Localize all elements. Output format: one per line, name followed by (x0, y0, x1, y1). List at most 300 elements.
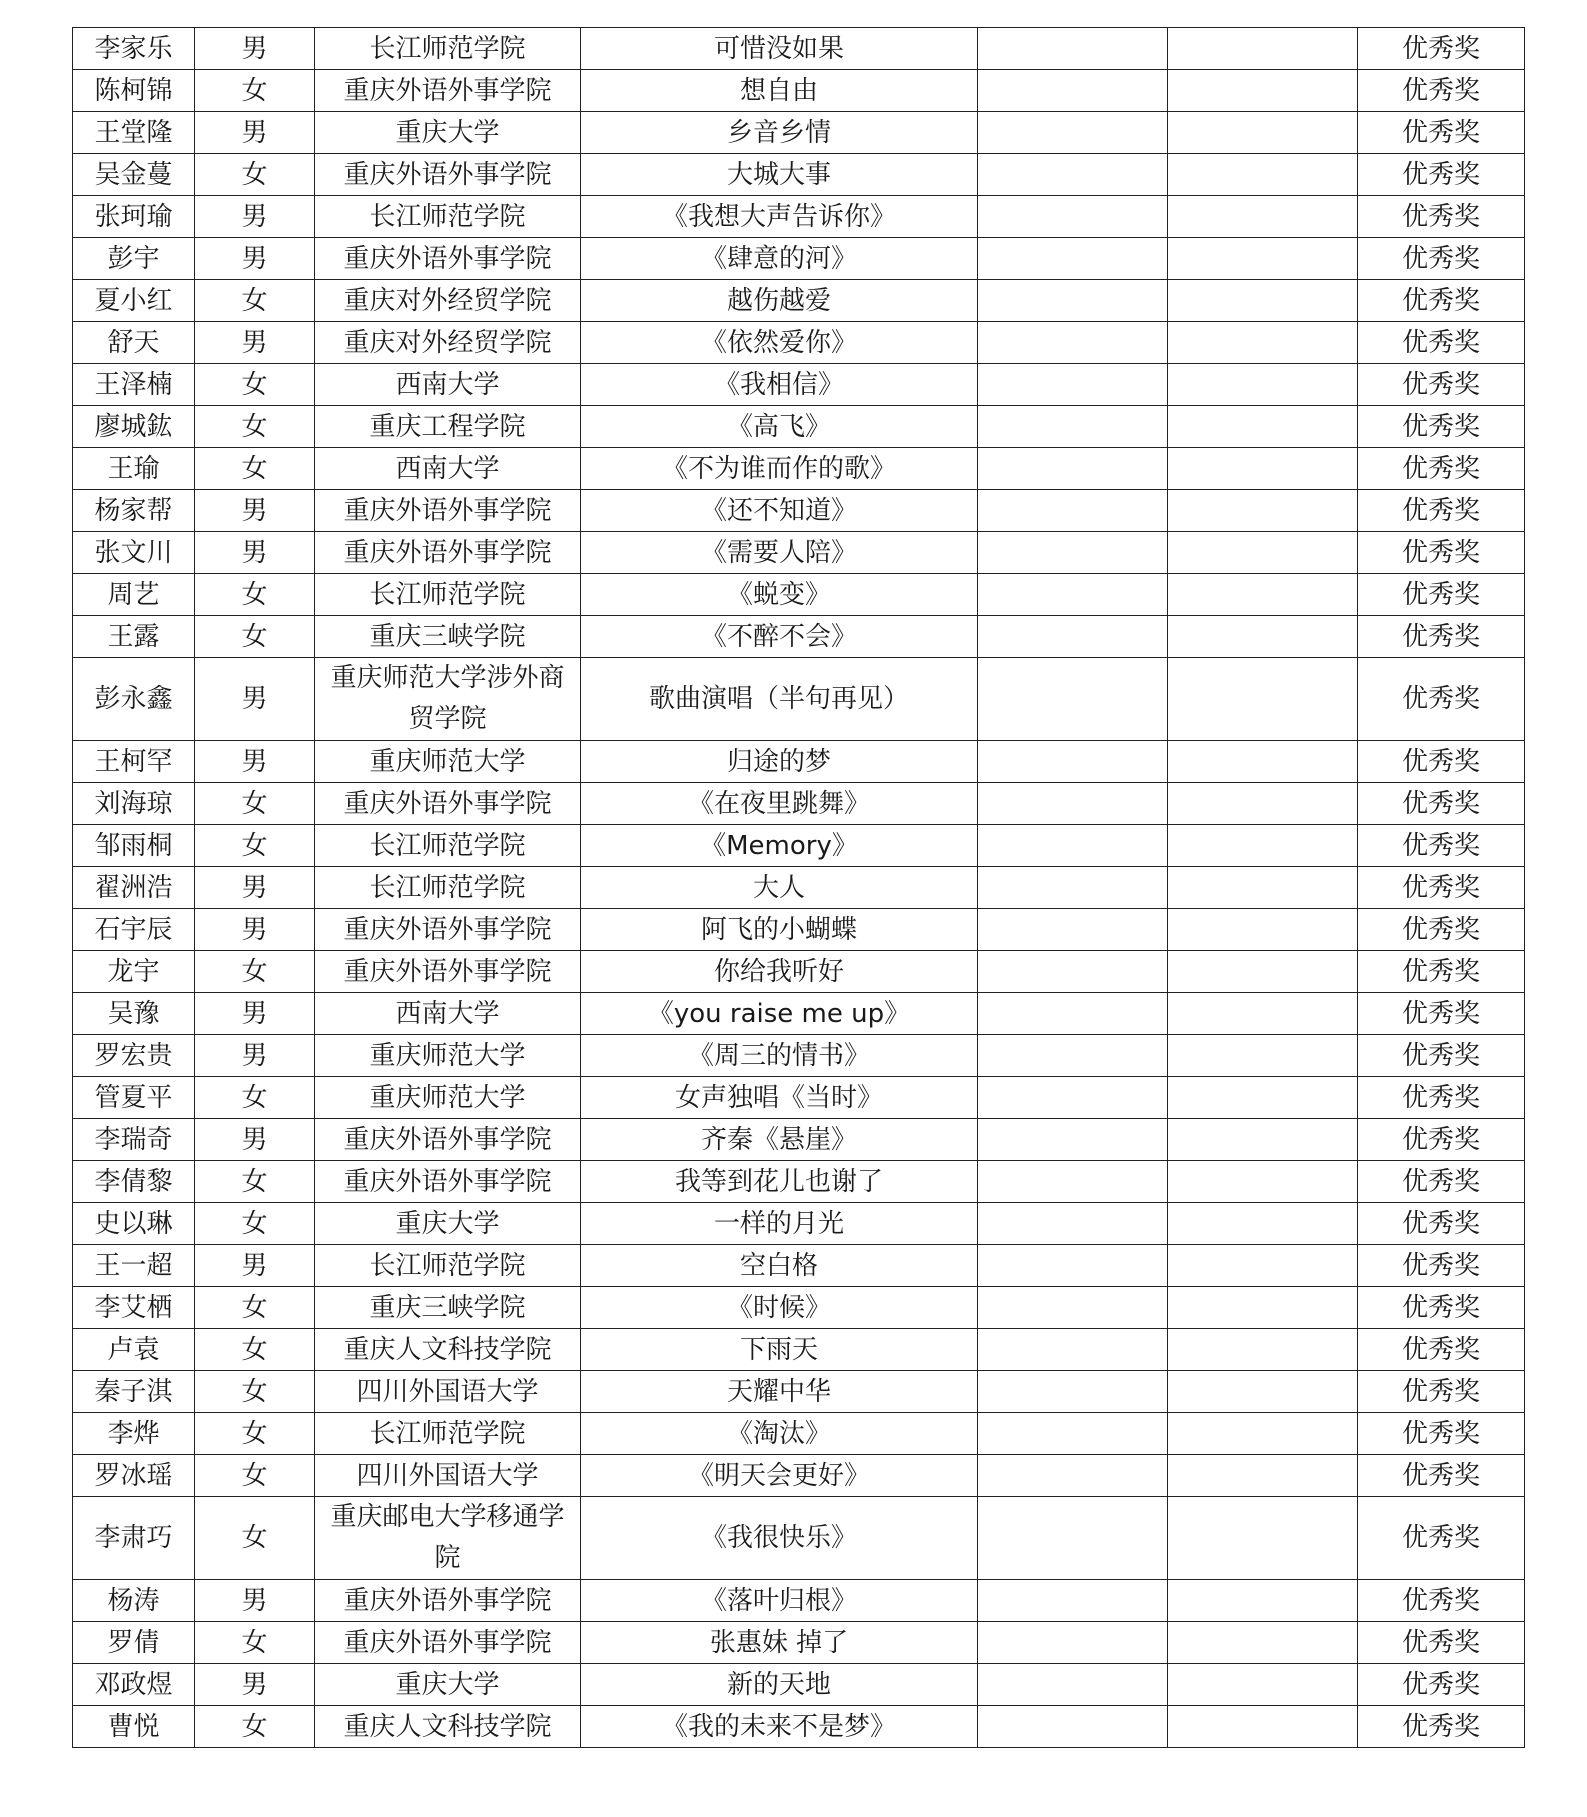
blank-cell (978, 783, 1168, 825)
school-cell: 长江师范学院 (315, 574, 581, 616)
school-cell: 西南大学 (315, 448, 581, 490)
school-cell: 长江师范学院 (315, 196, 581, 238)
blank-cell (1168, 364, 1358, 406)
blank-cell (978, 490, 1168, 532)
program-cell: 《蜕变》 (581, 574, 978, 616)
table-body (73, 28, 1525, 1748)
blank-cell (1168, 406, 1358, 448)
blank-cell (978, 616, 1168, 658)
blank-cell (978, 280, 1168, 322)
gender-cell: 男 (195, 28, 315, 70)
table-row (73, 1413, 1525, 1455)
table-row (73, 406, 1525, 448)
table-row (73, 658, 1525, 741)
gender-cell: 男 (195, 909, 315, 951)
table-row (73, 112, 1525, 154)
program-cell: 《不醉不会》 (581, 616, 978, 658)
table-row (73, 867, 1525, 909)
program-cell: 《在夜里跳舞》 (581, 783, 978, 825)
table-row (73, 1455, 1525, 1497)
school-cell: 重庆外语外事学院 (315, 532, 581, 574)
name-cell: 李肃巧 (73, 1497, 195, 1580)
program-cell: 齐秦《悬崖》 (581, 1119, 978, 1161)
school-cell: 重庆对外经贸学院 (315, 280, 581, 322)
gender-cell: 女 (195, 825, 315, 867)
program-cell: 《我相信》 (581, 364, 978, 406)
award-cell: 优秀奖 (1358, 1413, 1525, 1455)
award-cell: 优秀奖 (1358, 238, 1525, 280)
blank-cell (1168, 1413, 1358, 1455)
award-cell: 优秀奖 (1358, 1287, 1525, 1329)
blank-cell (978, 28, 1168, 70)
gender-cell: 女 (195, 616, 315, 658)
name-cell: 卢袁 (73, 1329, 195, 1371)
school-cell: 重庆外语外事学院 (315, 783, 581, 825)
award-cell: 优秀奖 (1358, 322, 1525, 364)
award-cell: 优秀奖 (1358, 783, 1525, 825)
school-cell: 重庆工程学院 (315, 406, 581, 448)
award-cell: 优秀奖 (1358, 1161, 1525, 1203)
school-cell: 长江师范学院 (315, 1413, 581, 1455)
award-cell: 优秀奖 (1358, 1245, 1525, 1287)
blank-cell (978, 1119, 1168, 1161)
program-cell: 下雨天 (581, 1329, 978, 1371)
award-cell: 优秀奖 (1358, 1329, 1525, 1371)
program-cell: 阿飞的小蝴蝶 (581, 909, 978, 951)
name-cell: 邹雨桐 (73, 825, 195, 867)
award-cell: 优秀奖 (1358, 951, 1525, 993)
blank-cell (978, 448, 1168, 490)
school-cell: 重庆人文科技学院 (315, 1329, 581, 1371)
name-cell: 彭宇 (73, 238, 195, 280)
gender-cell: 男 (195, 867, 315, 909)
blank-cell (1168, 1371, 1358, 1413)
program-cell: 《肆意的河》 (581, 238, 978, 280)
school-cell: 重庆三峡学院 (315, 616, 581, 658)
table-row (73, 1706, 1525, 1748)
award-cell: 优秀奖 (1358, 70, 1525, 112)
blank-cell (1168, 1161, 1358, 1203)
blank-cell (1168, 28, 1358, 70)
school-cell: 长江师范学院 (315, 28, 581, 70)
blank-cell (1168, 1329, 1358, 1371)
table-row (73, 1497, 1525, 1580)
blank-cell (978, 238, 1168, 280)
award-cell: 优秀奖 (1358, 1119, 1525, 1161)
award-cell: 优秀奖 (1358, 280, 1525, 322)
table-row (73, 1622, 1525, 1664)
blank-cell (978, 574, 1168, 616)
name-cell: 张珂瑜 (73, 196, 195, 238)
award-cell: 优秀奖 (1358, 364, 1525, 406)
blank-cell (978, 1077, 1168, 1119)
school-cell: 四川外国语大学 (315, 1371, 581, 1413)
gender-cell: 女 (195, 1497, 315, 1580)
blank-cell (1168, 448, 1358, 490)
name-cell: 翟洲浩 (73, 867, 195, 909)
gender-cell: 女 (195, 951, 315, 993)
table-row (73, 1664, 1525, 1706)
blank-cell (978, 112, 1168, 154)
table-row (73, 1161, 1525, 1203)
gender-cell: 女 (195, 406, 315, 448)
gender-cell: 女 (195, 364, 315, 406)
gender-cell: 男 (195, 322, 315, 364)
program-cell: 一样的月光 (581, 1203, 978, 1245)
program-cell: 女声独唱《当时》 (581, 1077, 978, 1119)
gender-cell: 女 (195, 70, 315, 112)
table-row (73, 1077, 1525, 1119)
blank-cell (978, 1245, 1168, 1287)
name-cell: 李瑞奇 (73, 1119, 195, 1161)
table-row (73, 1329, 1525, 1371)
school-cell: 重庆师范大学 (315, 741, 581, 783)
award-cell: 优秀奖 (1358, 1371, 1525, 1413)
blank-cell (978, 1706, 1168, 1748)
award-cell: 优秀奖 (1358, 1455, 1525, 1497)
program-cell: 《还不知道》 (581, 490, 978, 532)
gender-cell: 男 (195, 196, 315, 238)
school-cell: 重庆外语外事学院 (315, 490, 581, 532)
table-row (73, 196, 1525, 238)
blank-cell (1168, 1203, 1358, 1245)
blank-cell (978, 1287, 1168, 1329)
award-cell: 优秀奖 (1358, 112, 1525, 154)
table-row (73, 322, 1525, 364)
blank-cell (978, 951, 1168, 993)
blank-cell (978, 1664, 1168, 1706)
program-cell: 《Memory》 (581, 825, 978, 867)
gender-cell: 女 (195, 1706, 315, 1748)
name-cell: 王露 (73, 616, 195, 658)
gender-cell: 女 (195, 783, 315, 825)
blank-cell (978, 532, 1168, 574)
program-cell: 大城大事 (581, 154, 978, 196)
blank-cell (978, 364, 1168, 406)
blank-cell (978, 1413, 1168, 1455)
name-cell: 罗倩 (73, 1622, 195, 1664)
program-cell: 想自由 (581, 70, 978, 112)
school-cell: 重庆外语外事学院 (315, 1161, 581, 1203)
award-cell: 优秀奖 (1358, 574, 1525, 616)
blank-cell (978, 658, 1168, 741)
award-cell: 优秀奖 (1358, 825, 1525, 867)
blank-cell (978, 909, 1168, 951)
blank-cell (978, 154, 1168, 196)
award-cell: 优秀奖 (1358, 1035, 1525, 1077)
blank-cell (978, 1329, 1168, 1371)
program-cell: 张惠妹 掉了 (581, 1622, 978, 1664)
award-cell: 优秀奖 (1358, 28, 1525, 70)
table-row (73, 1119, 1525, 1161)
award-cell: 优秀奖 (1358, 154, 1525, 196)
table-row (73, 825, 1525, 867)
name-cell: 王堂隆 (73, 112, 195, 154)
award-cell: 优秀奖 (1358, 616, 1525, 658)
table-row (73, 951, 1525, 993)
program-cell: 《落叶归根》 (581, 1580, 978, 1622)
blank-cell (978, 741, 1168, 783)
table-row (73, 1371, 1525, 1413)
name-cell: 龙宇 (73, 951, 195, 993)
blank-cell (978, 406, 1168, 448)
gender-cell: 男 (195, 532, 315, 574)
award-cell: 优秀奖 (1358, 1077, 1525, 1119)
table-row (73, 1245, 1525, 1287)
table-row (73, 574, 1525, 616)
table-row (73, 490, 1525, 532)
name-cell: 秦子淇 (73, 1371, 195, 1413)
blank-cell (1168, 490, 1358, 532)
table-row (73, 741, 1525, 783)
blank-cell (1168, 1287, 1358, 1329)
blank-cell (1168, 1580, 1358, 1622)
table-row (73, 993, 1525, 1035)
gender-cell: 男 (195, 1119, 315, 1161)
blank-cell (1168, 322, 1358, 364)
blank-cell (978, 1371, 1168, 1413)
gender-cell: 女 (195, 1455, 315, 1497)
name-cell: 张文川 (73, 532, 195, 574)
award-cell: 优秀奖 (1358, 1664, 1525, 1706)
school-cell: 重庆师范大学 (315, 1077, 581, 1119)
name-cell: 邓政煜 (73, 1664, 195, 1706)
program-cell: 乡音乡情 (581, 112, 978, 154)
name-cell: 王柯罕 (73, 741, 195, 783)
blank-cell (1168, 154, 1358, 196)
table-row (73, 909, 1525, 951)
name-cell: 王瑜 (73, 448, 195, 490)
program-cell: 《you raise me up》 (581, 993, 978, 1035)
award-cell: 优秀奖 (1358, 448, 1525, 490)
gender-cell: 女 (195, 1622, 315, 1664)
blank-cell (1168, 1077, 1358, 1119)
program-cell: 《依然爱你》 (581, 322, 978, 364)
blank-cell (1168, 532, 1358, 574)
name-cell: 杨涛 (73, 1580, 195, 1622)
blank-cell (1168, 1706, 1358, 1748)
award-cell: 优秀奖 (1358, 1706, 1525, 1748)
award-cell: 优秀奖 (1358, 1622, 1525, 1664)
award-cell: 优秀奖 (1358, 1203, 1525, 1245)
program-cell: 《周三的情书》 (581, 1035, 978, 1077)
blank-cell (978, 1580, 1168, 1622)
award-cell: 优秀奖 (1358, 406, 1525, 448)
blank-cell (1168, 951, 1358, 993)
table-row (73, 280, 1525, 322)
name-cell: 曹悦 (73, 1706, 195, 1748)
gender-cell: 女 (195, 448, 315, 490)
name-cell: 李家乐 (73, 28, 195, 70)
award-list-table (72, 27, 1525, 1748)
blank-cell (978, 825, 1168, 867)
gender-cell: 男 (195, 1664, 315, 1706)
gender-cell: 男 (195, 1580, 315, 1622)
gender-cell: 女 (195, 1371, 315, 1413)
gender-cell: 男 (195, 238, 315, 280)
name-cell: 周艺 (73, 574, 195, 616)
blank-cell (1168, 574, 1358, 616)
school-cell: 重庆师范大学 (315, 1035, 581, 1077)
gender-cell: 女 (195, 1287, 315, 1329)
program-cell: 《我很快乐》 (581, 1497, 978, 1580)
blank-cell (1168, 1455, 1358, 1497)
blank-cell (1168, 1119, 1358, 1161)
name-cell: 管夏平 (73, 1077, 195, 1119)
table-row (73, 238, 1525, 280)
name-cell: 李倩黎 (73, 1161, 195, 1203)
blank-cell (978, 867, 1168, 909)
table-row (73, 1580, 1525, 1622)
school-cell: 重庆外语外事学院 (315, 154, 581, 196)
name-cell: 李烨 (73, 1413, 195, 1455)
table-row (73, 70, 1525, 112)
school-cell: 重庆大学 (315, 1664, 581, 1706)
award-cell: 优秀奖 (1358, 1497, 1525, 1580)
blank-cell (978, 1161, 1168, 1203)
name-cell: 石宇辰 (73, 909, 195, 951)
name-cell: 彭永鑫 (73, 658, 195, 741)
blank-cell (1168, 993, 1358, 1035)
blank-cell (978, 1622, 1168, 1664)
blank-cell (1168, 783, 1358, 825)
blank-cell (1168, 1664, 1358, 1706)
program-cell: 天耀中华 (581, 1371, 978, 1413)
gender-cell: 女 (195, 1413, 315, 1455)
award-cell: 优秀奖 (1358, 867, 1525, 909)
blank-cell (978, 1455, 1168, 1497)
program-cell: 《明天会更好》 (581, 1455, 978, 1497)
school-cell: 重庆大学 (315, 1203, 581, 1245)
table-row (73, 448, 1525, 490)
program-cell: 大人 (581, 867, 978, 909)
table-row (73, 1287, 1525, 1329)
gender-cell: 男 (195, 741, 315, 783)
school-cell: 长江师范学院 (315, 867, 581, 909)
name-cell: 廖城鈜 (73, 406, 195, 448)
blank-cell (1168, 1245, 1358, 1287)
school-cell: 重庆师范大学涉外商贸学院 (315, 658, 581, 741)
award-cell: 优秀奖 (1358, 993, 1525, 1035)
table-row (73, 1203, 1525, 1245)
blank-cell (1168, 238, 1358, 280)
program-cell: 空白格 (581, 1245, 978, 1287)
program-cell: 《高飞》 (581, 406, 978, 448)
name-cell: 王一超 (73, 1245, 195, 1287)
program-cell: 你给我听好 (581, 951, 978, 993)
school-cell: 四川外国语大学 (315, 1455, 581, 1497)
gender-cell: 女 (195, 574, 315, 616)
name-cell: 陈柯锦 (73, 70, 195, 112)
name-cell: 吴金蔓 (73, 154, 195, 196)
blank-cell (1168, 1035, 1358, 1077)
blank-cell (978, 1497, 1168, 1580)
blank-cell (1168, 867, 1358, 909)
school-cell: 重庆三峡学院 (315, 1287, 581, 1329)
gender-cell: 男 (195, 993, 315, 1035)
program-cell: 《不为谁而作的歌》 (581, 448, 978, 490)
table-row (73, 28, 1525, 70)
school-cell: 重庆大学 (315, 112, 581, 154)
name-cell: 吴豫 (73, 993, 195, 1035)
program-cell: 《需要人陪》 (581, 532, 978, 574)
blank-cell (1168, 658, 1358, 741)
name-cell: 王泽楠 (73, 364, 195, 406)
award-cell: 优秀奖 (1358, 741, 1525, 783)
blank-cell (1168, 825, 1358, 867)
gender-cell: 女 (195, 1077, 315, 1119)
table-row (73, 1035, 1525, 1077)
blank-cell (978, 196, 1168, 238)
award-cell: 优秀奖 (1358, 532, 1525, 574)
school-cell: 重庆外语外事学院 (315, 909, 581, 951)
blank-cell (1168, 1497, 1358, 1580)
award-cell: 优秀奖 (1358, 909, 1525, 951)
school-cell: 重庆外语外事学院 (315, 1119, 581, 1161)
gender-cell: 女 (195, 154, 315, 196)
table-row (73, 154, 1525, 196)
program-cell: 我等到花儿也谢了 (581, 1161, 978, 1203)
name-cell: 杨家帮 (73, 490, 195, 532)
school-cell: 重庆外语外事学院 (315, 70, 581, 112)
blank-cell (978, 322, 1168, 364)
blank-cell (1168, 112, 1358, 154)
gender-cell: 男 (195, 658, 315, 741)
blank-cell (1168, 741, 1358, 783)
award-cell: 优秀奖 (1358, 490, 1525, 532)
table-row (73, 616, 1525, 658)
name-cell: 舒天 (73, 322, 195, 364)
program-cell: 《时候》 (581, 1287, 978, 1329)
school-cell: 长江师范学院 (315, 825, 581, 867)
blank-cell (1168, 1622, 1358, 1664)
name-cell: 罗冰瑶 (73, 1455, 195, 1497)
blank-cell (1168, 70, 1358, 112)
school-cell: 重庆人文科技学院 (315, 1706, 581, 1748)
blank-cell (1168, 196, 1358, 238)
blank-cell (978, 70, 1168, 112)
gender-cell: 女 (195, 1329, 315, 1371)
gender-cell: 男 (195, 490, 315, 532)
gender-cell: 男 (195, 112, 315, 154)
table-row (73, 532, 1525, 574)
school-cell: 重庆外语外事学院 (315, 1580, 581, 1622)
program-cell: 归途的梦 (581, 741, 978, 783)
program-cell: 新的天地 (581, 1664, 978, 1706)
blank-cell (1168, 616, 1358, 658)
program-cell: 《我的未来不是梦》 (581, 1706, 978, 1748)
program-cell: 《淘汰》 (581, 1413, 978, 1455)
program-cell: 可惜没如果 (581, 28, 978, 70)
name-cell: 史以琳 (73, 1203, 195, 1245)
school-cell: 长江师范学院 (315, 1245, 581, 1287)
blank-cell (1168, 909, 1358, 951)
school-cell: 重庆对外经贸学院 (315, 322, 581, 364)
award-cell: 优秀奖 (1358, 1580, 1525, 1622)
school-cell: 重庆邮电大学移通学院 (315, 1497, 581, 1580)
gender-cell: 男 (195, 1035, 315, 1077)
blank-cell (978, 1035, 1168, 1077)
gender-cell: 女 (195, 280, 315, 322)
program-cell: 越伤越爱 (581, 280, 978, 322)
blank-cell (978, 993, 1168, 1035)
school-cell: 重庆外语外事学院 (315, 951, 581, 993)
table-row (73, 783, 1525, 825)
award-cell: 优秀奖 (1358, 196, 1525, 238)
program-cell: 《我想大声告诉你》 (581, 196, 978, 238)
blank-cell (978, 1203, 1168, 1245)
table-row (73, 364, 1525, 406)
